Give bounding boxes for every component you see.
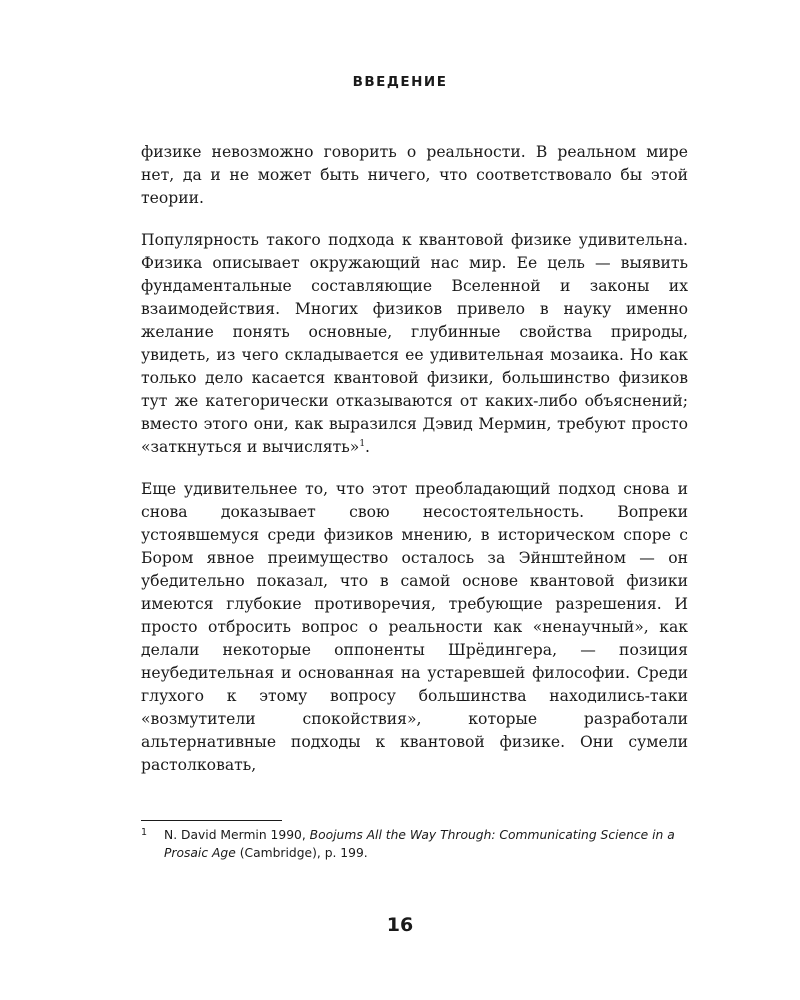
footnote-publisher: (Cambridge), p. 199. (235, 846, 368, 860)
page-number: 16 (386, 914, 414, 936)
body-text (141, 141, 688, 777)
running-header: ВВЕДЕНИЕ (352, 74, 448, 90)
footnote-title: Boojums All the Way Through: Communicating Science in a Prosaic Age (164, 828, 675, 860)
footnote-divider (141, 820, 282, 821)
paragraph-1: физике невозможно говорить о реальности. В реальном мире нет, да и не может быть ничего, что соответствовало бы этой теории. (141, 143, 688, 207)
footnote-reference[interactable]: 1 (359, 438, 366, 449)
paragraph-3: Еще удивительнее то, что этот преобладающий подход снова и снова доказывает свою несостоятельность. Вопреки устоявшемуся среди физиков мнению, в историческом споре с Бором явное преимущество осталось за Эйнштейном — он убедительно показал, что в самой основе квантовой физики имеются глубокие противоречия, требующие разрешения. И просто отбросить вопрос о реальности как «ненаучный», как делали некоторые оппоненты Шрёдингера, — позиция неубедительная и основанная на устаревшей философии. Среди глухого к этому вопросу большинства находились-таки «возмутители спокойствия», которые разработали альтернативные подходы к квантовой физике. Они сумели растолковать, (141, 480, 688, 774)
paragraph-2 (141, 229, 688, 459)
paragraph-2-text: Популярность такого подхода к квантовой физике удивительна. Физика описывает окружающий нас мир. Ее цель — выявить фундаментальные составляющие Вселенной и законы их взаимодействия. Многих физиков привело в науку именно желание понять основные, глубинные свойства природы, увидеть, из чего складывается ее удивительная мозаика. Но как только дело касается квантовой физики, большинство физиков тут же категорически отказываются от каких-либо объяснений; вместо этого они, как выразился Дэвид Мермин, требуют просто «заткнуться и вычислять» (141, 231, 688, 456)
footnote-text (164, 826, 691, 862)
footnote-author: N. David Mermin 1990, (164, 828, 310, 842)
paragraph-2-end: . (365, 438, 371, 456)
footnote-number: 1 (141, 827, 148, 838)
footnote (141, 826, 691, 862)
